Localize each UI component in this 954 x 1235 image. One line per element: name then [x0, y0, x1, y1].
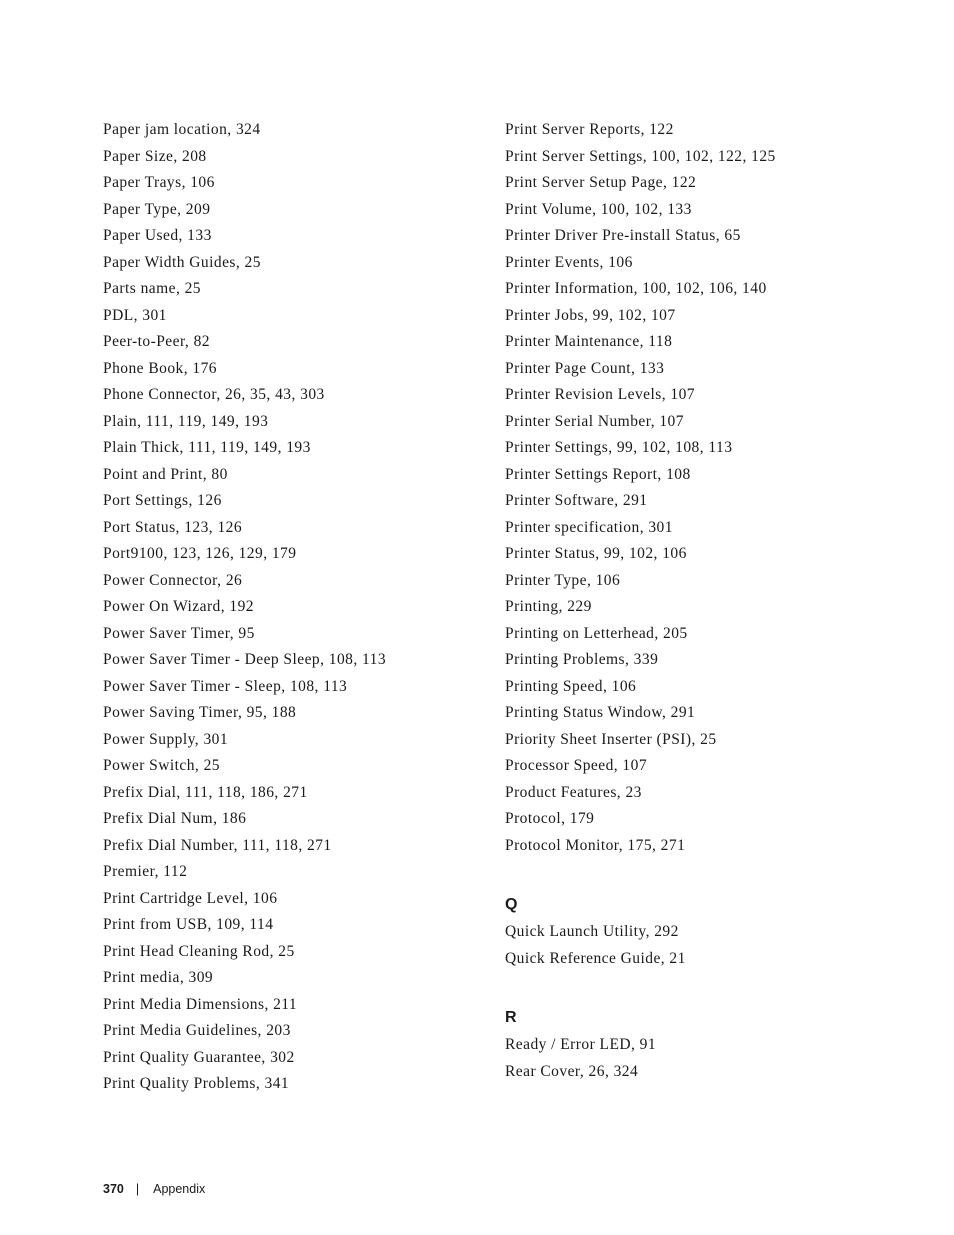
index-entry: Peer-to-Peer, 82: [103, 333, 210, 350]
index-entry: Print Quality Guarantee, 302: [103, 1048, 295, 1066]
index-section-q: [505, 895, 925, 972]
index-entry: Printing Speed, 106: [505, 677, 637, 695]
section-letter: R: [505, 1009, 517, 1026]
index-entry: Printing Status Window, 291: [505, 704, 696, 721]
index-entry: Power Connector, 26: [103, 571, 243, 589]
index-entry: Printing Problems, 339: [505, 651, 659, 668]
index-entry: Print Cartridge Level, 106: [103, 889, 278, 907]
index-entry: Prefix Dial Num, 186: [103, 810, 247, 827]
index-entry: Premier, 112: [103, 863, 188, 880]
footer-separator: |: [135, 1182, 140, 1196]
index-entry: Print Media Dimensions, 211: [103, 995, 298, 1013]
index-entry: Print Server Reports, 122: [505, 121, 674, 138]
index-entry: Rear Cover, 26, 324: [505, 1062, 639, 1080]
index-entry: Phone Book, 176: [103, 359, 217, 377]
index-entry: Power Saver Timer, 95: [103, 624, 255, 642]
index-entry: Printer Revision Levels, 107: [505, 386, 695, 403]
index-entry: Quick Reference Guide, 21: [505, 949, 686, 967]
index-entry: Printer Information, 100, 102, 106, 140: [505, 280, 767, 297]
index-entry: Quick Launch Utility, 292: [505, 923, 679, 940]
index-entry: Printer Type, 106: [505, 571, 621, 589]
index-entry: Print media, 309: [103, 969, 214, 986]
index-entry: Protocol Monitor, 175, 271: [505, 836, 686, 854]
page-footer: [103, 1180, 205, 1198]
index-entry: Paper Type, 209: [103, 200, 211, 218]
index-entry: Print Server Settings, 100, 102, 122, 125: [505, 147, 776, 165]
index-entry: Point and Print, 80: [103, 465, 228, 483]
index-right-column: [505, 117, 925, 1085]
index-entry: Phone Connector, 26, 35, 43, 303: [103, 386, 325, 403]
index-entry: Print Head Cleaning Rod, 25: [103, 942, 295, 960]
index-entry: Prefix Dial, 111, 118, 186, 271: [103, 783, 308, 801]
index-entry: Printer specification, 301: [505, 518, 673, 536]
index-entry: Printer Status, 99, 102, 106: [505, 545, 687, 562]
index-entry: Port9100, 123, 126, 129, 179: [103, 545, 297, 562]
index-entry: Port Status, 123, 126: [103, 518, 243, 536]
index-entry: Parts name, 25: [103, 280, 201, 297]
index-entry: Paper Width Guides, 25: [103, 253, 261, 271]
index-entry: Printing, 229: [505, 598, 592, 615]
index-entry: Plain, 111, 119, 149, 193: [103, 412, 269, 430]
index-entry: Priority Sheet Inserter (PSI), 25: [505, 730, 717, 748]
index-entry: Printer Events, 106: [505, 253, 633, 271]
index-entry: Printer Settings, 99, 102, 108, 113: [505, 439, 733, 456]
index-entry: Paper jam location, 324: [103, 121, 261, 138]
footer-section-name: Appendix: [153, 1182, 206, 1196]
index-left-column: [103, 117, 483, 1098]
index-entry: Product Features, 23: [505, 783, 642, 801]
index-entry: Printer Jobs, 99, 102, 107: [505, 306, 676, 324]
index-entry: Power Saving Timer, 95, 188: [103, 704, 297, 721]
page-number: 370: [103, 1182, 124, 1196]
index-entry: Printer Driver Pre-install Status, 65: [505, 227, 741, 244]
index-entry: Power Switch, 25: [103, 757, 220, 774]
index-entry: Printer Page Count, 133: [505, 359, 665, 377]
index-entry: Ready / Error LED, 91: [505, 1036, 657, 1053]
index-entry: Print Media Guidelines, 203: [103, 1022, 291, 1039]
index-entry: Printer Settings Report, 108: [505, 465, 691, 483]
index-entry: Paper Size, 208: [103, 147, 207, 165]
index-entry: Processor Speed, 107: [505, 757, 648, 774]
index-entry: Printing on Letterhead, 205: [505, 624, 688, 642]
index-entry: Prefix Dial Number, 111, 118, 271: [103, 836, 332, 854]
index-entry: Printer Serial Number, 107: [505, 412, 684, 430]
index-entry: PDL, 301: [103, 306, 167, 324]
index-entry: Paper Trays, 106: [103, 174, 215, 191]
index-entry: Protocol, 179: [505, 810, 595, 827]
section-letter: Q: [505, 896, 518, 913]
index-entry: Printer Software, 291: [505, 492, 648, 509]
index-entry: Power On Wizard, 192: [103, 598, 255, 615]
index-entry: Printer Maintenance, 118: [505, 333, 673, 350]
index-entry: Print from USB, 109, 114: [103, 916, 274, 933]
index-entry: Power Supply, 301: [103, 730, 229, 748]
index-section-r: [505, 1008, 925, 1085]
index-entry: Plain Thick, 111, 119, 149, 193: [103, 439, 311, 456]
index-entry: Print Server Setup Page, 122: [505, 174, 697, 191]
index-entry: Print Volume, 100, 102, 133: [505, 200, 692, 218]
index-entry: Print Quality Problems, 341: [103, 1075, 290, 1092]
index-entry: Port Settings, 126: [103, 492, 222, 509]
index-entry: Paper Used, 133: [103, 227, 212, 244]
index-entry: Power Saver Timer - Sleep, 108, 113: [103, 677, 348, 695]
index-entry: Power Saver Timer - Deep Sleep, 108, 113: [103, 651, 387, 668]
